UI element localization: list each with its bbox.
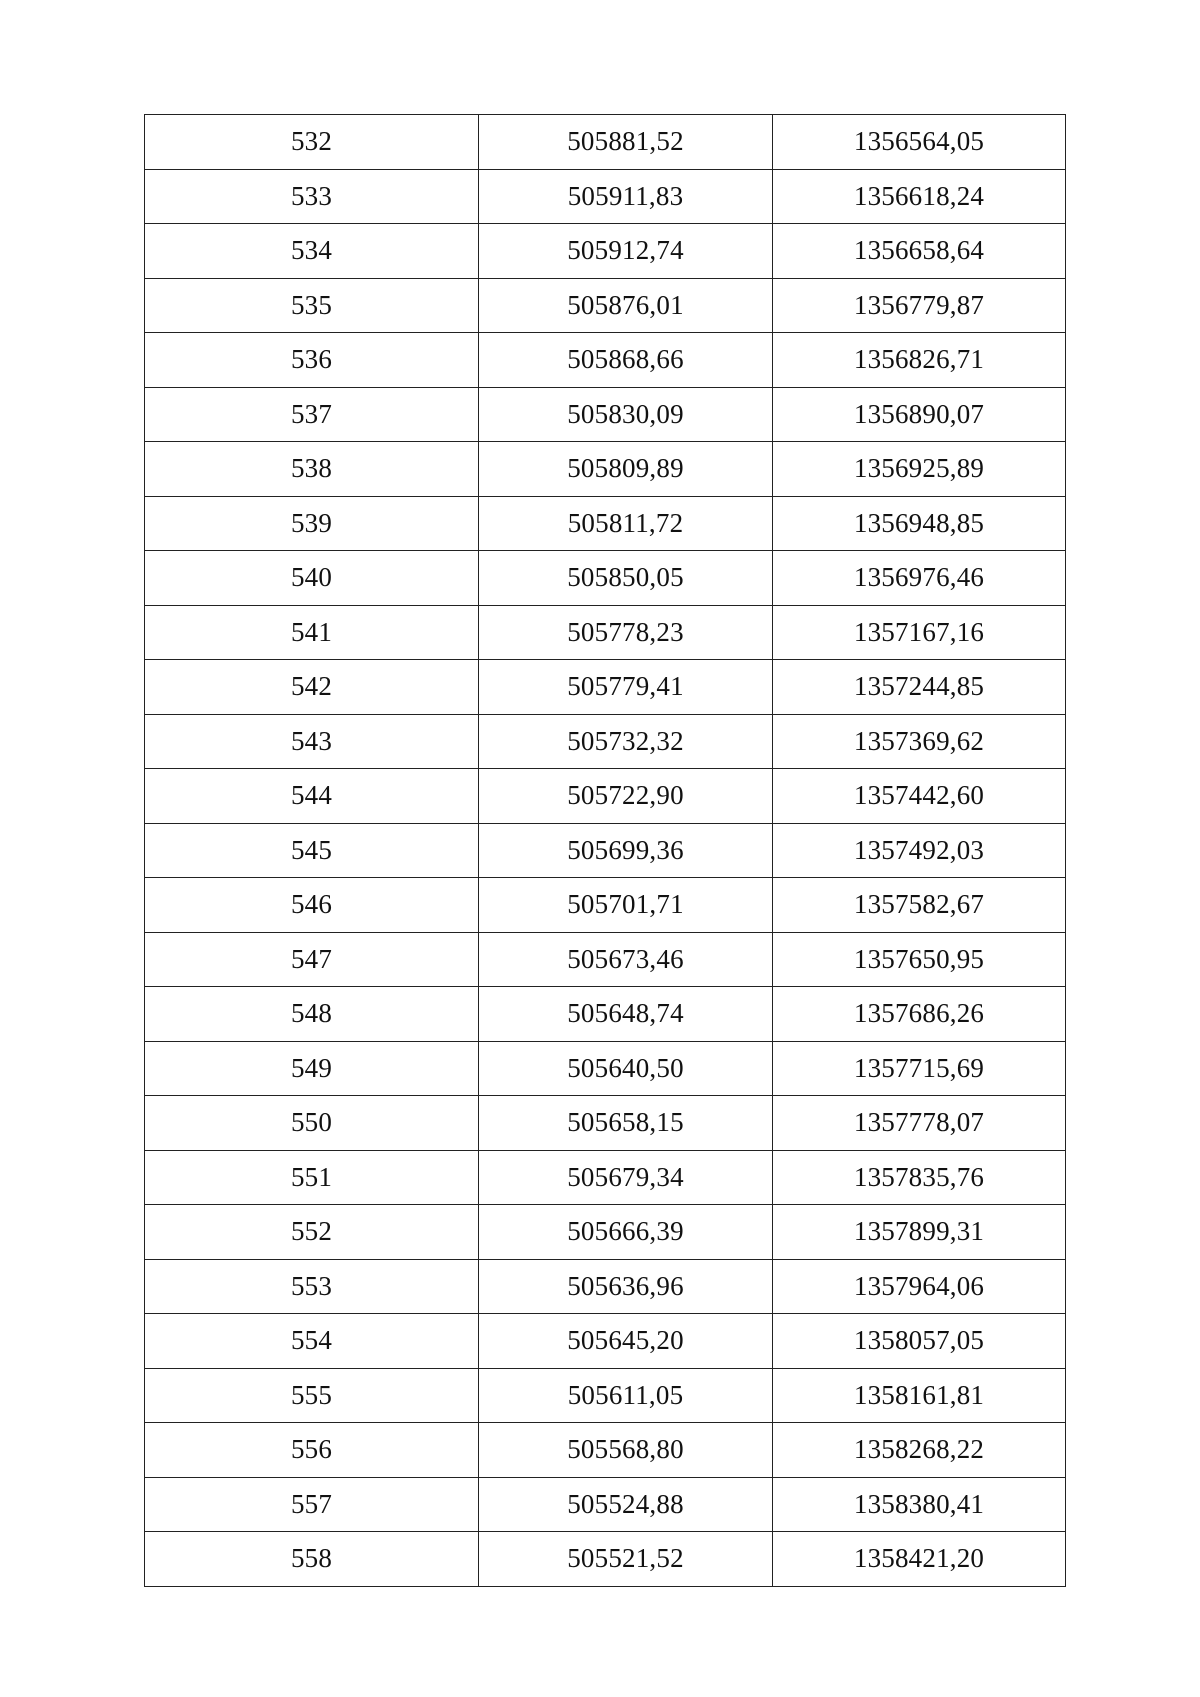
table-row — [145, 115, 1066, 170]
x-coordinate-cell: 505640,50 — [479, 1041, 773, 1096]
y-coordinate-cell: 1357492,03 — [773, 823, 1066, 878]
x-coordinate-cell: 505722,90 — [479, 769, 773, 824]
x-coordinate-cell: 505876,01 — [479, 278, 773, 333]
y-coordinate-cell: 1356890,07 — [773, 387, 1066, 442]
table-row — [145, 1205, 1066, 1260]
point-number-cell: 546 — [145, 878, 479, 933]
y-coordinate-cell: 1357778,07 — [773, 1096, 1066, 1151]
point-number-cell: 542 — [145, 660, 479, 715]
point-number-cell: 551 — [145, 1150, 479, 1205]
point-number-cell: 550 — [145, 1096, 479, 1151]
point-number-cell: 558 — [145, 1532, 479, 1587]
y-coordinate-cell: 1356618,24 — [773, 169, 1066, 224]
y-coordinate-cell: 1357686,26 — [773, 987, 1066, 1042]
point-number-cell: 536 — [145, 333, 479, 388]
table-row — [145, 769, 1066, 824]
table-row — [145, 387, 1066, 442]
y-coordinate-cell: 1357715,69 — [773, 1041, 1066, 1096]
x-coordinate-cell: 505809,89 — [479, 442, 773, 497]
point-number-cell: 556 — [145, 1423, 479, 1478]
point-number-cell: 545 — [145, 823, 479, 878]
x-coordinate-cell: 505611,05 — [479, 1368, 773, 1423]
x-coordinate-cell: 505666,39 — [479, 1205, 773, 1260]
x-coordinate-cell: 505911,83 — [479, 169, 773, 224]
x-coordinate-cell: 505868,66 — [479, 333, 773, 388]
table-row — [145, 278, 1066, 333]
x-coordinate-cell: 505779,41 — [479, 660, 773, 715]
table-row — [145, 714, 1066, 769]
x-coordinate-cell: 505679,34 — [479, 1150, 773, 1205]
x-coordinate-cell: 505699,36 — [479, 823, 773, 878]
y-coordinate-cell: 1357650,95 — [773, 932, 1066, 987]
x-coordinate-cell: 505778,23 — [479, 605, 773, 660]
table-row — [145, 1259, 1066, 1314]
table-row — [145, 823, 1066, 878]
table-row — [145, 878, 1066, 933]
x-coordinate-cell: 505850,05 — [479, 551, 773, 606]
table-row — [145, 1096, 1066, 1151]
x-coordinate-cell: 505673,46 — [479, 932, 773, 987]
x-coordinate-cell: 505524,88 — [479, 1477, 773, 1532]
x-coordinate-cell: 505658,15 — [479, 1096, 773, 1151]
table-row — [145, 932, 1066, 987]
table-row — [145, 224, 1066, 279]
point-number-cell: 534 — [145, 224, 479, 279]
table-row — [145, 442, 1066, 497]
x-coordinate-cell: 505648,74 — [479, 987, 773, 1042]
point-number-cell: 553 — [145, 1259, 479, 1314]
y-coordinate-cell: 1358380,41 — [773, 1477, 1066, 1532]
point-number-cell: 548 — [145, 987, 479, 1042]
point-number-cell: 554 — [145, 1314, 479, 1369]
point-number-cell: 537 — [145, 387, 479, 442]
y-coordinate-cell: 1358057,05 — [773, 1314, 1066, 1369]
y-coordinate-cell: 1356925,89 — [773, 442, 1066, 497]
x-coordinate-cell: 505732,32 — [479, 714, 773, 769]
table-row — [145, 496, 1066, 551]
x-coordinate-cell: 505645,20 — [479, 1314, 773, 1369]
point-number-cell: 532 — [145, 115, 479, 170]
point-number-cell: 541 — [145, 605, 479, 660]
y-coordinate-cell: 1357167,16 — [773, 605, 1066, 660]
y-coordinate-cell: 1357244,85 — [773, 660, 1066, 715]
table-row — [145, 551, 1066, 606]
table-row — [145, 1314, 1066, 1369]
point-number-cell: 540 — [145, 551, 479, 606]
y-coordinate-cell: 1356658,64 — [773, 224, 1066, 279]
y-coordinate-cell: 1356564,05 — [773, 115, 1066, 170]
x-coordinate-cell: 505636,96 — [479, 1259, 773, 1314]
table-row — [145, 1532, 1066, 1587]
point-number-cell: 557 — [145, 1477, 479, 1532]
table-row — [145, 1041, 1066, 1096]
y-coordinate-cell: 1358268,22 — [773, 1423, 1066, 1478]
x-coordinate-cell: 505568,80 — [479, 1423, 773, 1478]
point-number-cell: 552 — [145, 1205, 479, 1260]
table-row — [145, 1368, 1066, 1423]
y-coordinate-cell: 1356976,46 — [773, 551, 1066, 606]
point-number-cell: 547 — [145, 932, 479, 987]
table-row — [145, 605, 1066, 660]
y-coordinate-cell: 1357442,60 — [773, 769, 1066, 824]
point-number-cell: 555 — [145, 1368, 479, 1423]
point-number-cell: 533 — [145, 169, 479, 224]
x-coordinate-cell: 505701,71 — [479, 878, 773, 933]
table-row — [145, 1150, 1066, 1205]
point-number-cell: 549 — [145, 1041, 479, 1096]
point-number-cell: 539 — [145, 496, 479, 551]
x-coordinate-cell: 505830,09 — [479, 387, 773, 442]
x-coordinate-cell: 505811,72 — [479, 496, 773, 551]
y-coordinate-cell: 1356826,71 — [773, 333, 1066, 388]
x-coordinate-cell: 505521,52 — [479, 1532, 773, 1587]
coordinates-table-body — [145, 115, 1066, 1587]
y-coordinate-cell: 1356779,87 — [773, 278, 1066, 333]
y-coordinate-cell: 1358161,81 — [773, 1368, 1066, 1423]
point-number-cell: 543 — [145, 714, 479, 769]
table-row — [145, 169, 1066, 224]
table-row — [145, 660, 1066, 715]
point-number-cell: 544 — [145, 769, 479, 824]
x-coordinate-cell: 505881,52 — [479, 115, 773, 170]
y-coordinate-cell: 1358421,20 — [773, 1532, 1066, 1587]
table-row — [145, 1423, 1066, 1478]
table-row — [145, 333, 1066, 388]
coordinates-table — [144, 114, 1066, 1587]
point-number-cell: 538 — [145, 442, 479, 497]
y-coordinate-cell: 1357899,31 — [773, 1205, 1066, 1260]
table-row — [145, 987, 1066, 1042]
y-coordinate-cell: 1357835,76 — [773, 1150, 1066, 1205]
y-coordinate-cell: 1357964,06 — [773, 1259, 1066, 1314]
y-coordinate-cell: 1356948,85 — [773, 496, 1066, 551]
y-coordinate-cell: 1357582,67 — [773, 878, 1066, 933]
table-row — [145, 1477, 1066, 1532]
point-number-cell: 535 — [145, 278, 479, 333]
y-coordinate-cell: 1357369,62 — [773, 714, 1066, 769]
x-coordinate-cell: 505912,74 — [479, 224, 773, 279]
